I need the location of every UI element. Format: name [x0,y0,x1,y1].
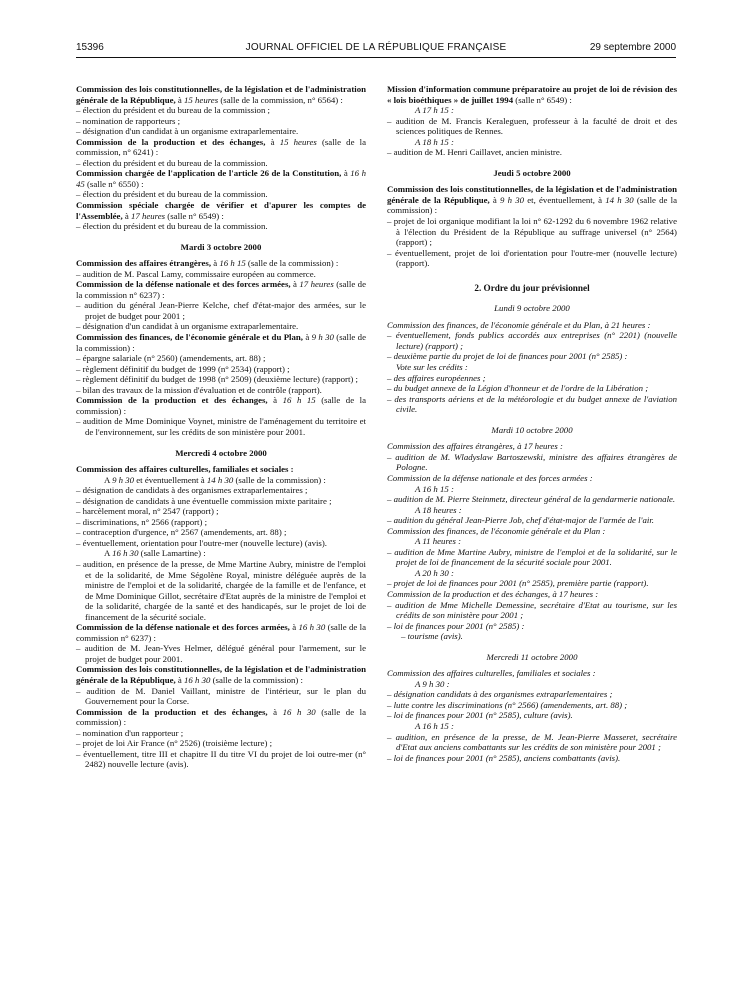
agenda-list [387,689,677,721]
entry-title: Commission des affaires culturelles, familiales et sociales : [387,668,596,679]
entry-title: Commission de la défense nationale et des forces armées, [76,279,291,290]
entry-title: Commission des finances, de l'économie générale et du Plan, [76,332,303,343]
list-item: – élection du président et du bureau de la commission. [76,158,366,169]
entry-p5 [387,589,677,642]
list-item: – des affaires européennes ; [387,373,677,384]
entry-p3 [387,473,677,526]
list-item: – audition de M. Francis Keraleguen, professeur à la faculté de droit et des sciences politiques de Rennes. [387,116,677,137]
list-item: – règlement définitif du budget de 1998 (n° 2509) (deuxième lecture) (rapport) ; [76,374,366,385]
list-item: – élection du président et du bureau de la commission. [76,189,366,200]
entry-b12: Commission de la production et des échanges, à 16 h 30 (salle de la commission) : – nomination d'un rapporteur ; – projet de loi Air France (n° 2526) (troisième lecture) ; – éventuellement, titre III et chapitre II du titre VI du projet de loi outre-mer (n° 2482) nouvelle lecture (avis). [76,707,366,770]
agenda-list [76,269,366,280]
time-line: A 9 h 30 : [415,678,450,689]
agenda-list [76,300,366,332]
agenda-list [76,559,366,622]
agenda-list [76,485,366,548]
list-item: – audition de M. Wladyslaw Bartoszewski, ministre des affaires étrangères de Pologne. [387,452,677,473]
agenda-list [387,373,677,415]
entry-title: Commission de la production et des échanges, [76,395,268,406]
list-item: – discriminations, n° 2566 (rapport) ; [76,517,366,528]
list-item: – audition de Mme Dominique Voynet, ministre de l'aménagement du territoire et de l'environnement, sur les crédits de son ministère pour 2001. [76,416,366,437]
entry-title: Commission des lois constitutionnelles, de la législation et de l'administration générale de la République, [76,664,366,685]
agenda-list [387,547,677,568]
entry-time: 15 heures [184,94,219,105]
page-header [76,42,676,56]
list-item: – audition de M. Henri Caillavet, ancien ministre. [387,147,677,158]
agenda-list [387,330,677,362]
entry-p1 [387,320,677,415]
entry-b5: Commission des affaires étrangères, à 16 h 15 (salle de la commission) : – audition de M. Pascal Lamy, commissaire européen au commerce. [76,258,366,279]
entry-b3: Commission chargée de l'application de l'article 26 de la Constitution, à 16 h 45 (salle n° 6550) : – élection du président et du bureau de la commission. [76,168,366,200]
agenda-list [76,105,366,137]
list-item: – désignation d'un candidat à un organisme extraparlementaire. [76,321,366,332]
day-heading: Mardi 10 octobre 2000 [491,424,573,435]
entry-title: Mission d'information commune préparatoire au projet de loi de révision des « lois bioéthiques » de juillet 1994 [387,84,677,105]
list-item: – audition de M. Pierre Steinmetz, directeur général de la gendarmerie nationale. [387,494,677,505]
entry-time: 16 h 30 [282,706,316,717]
agenda-list [387,515,677,526]
entry-p4 [387,526,677,589]
entry-title: Commission des finances, de l'économie générale et du Plan, à 21 heures : [387,319,651,330]
list-item: – éventuellement, titre III et chapitre II du titre VI du projet de loi outre-mer (n° 2482) nouvelle lecture (avis). [76,749,366,770]
agenda-list [387,216,677,269]
entry-title: Commission spéciale chargée de vérifier et d'apurer les comptes de l'Assemblée, [76,200,366,221]
agenda-list [76,353,366,395]
entry-time: 17 heures [299,279,334,290]
list-item: – règlement définitif du budget de 1999 (n° 2534) (rapport) ; [76,364,366,375]
entry-title: Commission des affaires culturelles, familiales et sociales : [76,464,294,475]
list-item: – audition, en présence de la presse, de M. Jean-Pierre Masseret, secrétaire d'Etat aux anciens combattants sur les crédits de son ministère pour 2001 ; [387,732,677,753]
vote-label: Vote sur les crédits : [396,362,468,373]
entry-time: 15 heures [279,136,317,147]
agenda-list [76,416,366,437]
entry-time: 16 h 15 [219,258,246,269]
entry-time: 16 h 30 [298,622,326,633]
day-heading: Mardi 3 octobre 2000 [180,241,262,252]
list-item: – élection du président et du bureau de la commission ; [76,105,366,116]
entry-title: Commission chargée de l'application de l'article 26 de la Constitution, [76,168,342,179]
agenda-list [387,452,677,473]
right-column [387,84,677,763]
list-item: – nomination d'un rapporteur ; [76,728,366,739]
entry-b7: Commission des finances, de l'économie générale et du Plan, à 9 h 30 (salle de la commission) : – épargne salariale (n° 2560) (amendements, art. 88) ; – règlement définitif du budget de 1999 (n° 2534) (rapport) ; – règlement définitif du budget de 1998 (n° 2509) (deuxième lecture) (rapport) ; – bilan des travaux de la mission d'évaluation et de contrôle (rapport). [76,332,366,395]
list-item: – audition de M. Pascal Lamy, commissaire européen au commerce. [76,269,366,280]
entry-b9 [76,464,366,622]
entry-p2 [387,441,677,473]
list-item: – deuxième partie du projet de loi de finances pour 2001 (n° 2585) : [387,351,677,362]
entry-title: Commission de la production et des échanges, [76,136,266,147]
agenda-list [76,643,366,664]
list-item: – projet de loi de finances pour 2001 (n° 2585), première partie (rapport). [387,578,677,589]
entry-b8: Commission de la production et des échanges, à 16 h 15 (salle de la commission) : – audition de Mme Dominique Voynet, ministre de l'aménagement du territoire et de l'environnement, sur les crédits de son ministère pour 2001. [76,395,366,437]
time-line: A 18 h 15 : [415,136,454,147]
entry-time: 17 heures [130,210,166,221]
list-item: – audition de Mme Michelle Demessine, secrétaire d'Etat au tourisme, sur les crédits de son ministère pour 2001 ; [387,600,677,621]
entry-b1: Commission des lois constitutionnelles, de la législation et de l'administration générale de la République, à 15 heures (salle de la commission, n° 6564) : – élection du président et du bureau de la commission ; – nomination de rapporteurs ; – désignation d'un candidat à un organisme extraparlementaire. [76,84,366,137]
list-item: – tourisme (avis). [401,631,677,642]
day-heading: Jeudi 5 octobre 2000 [493,167,571,178]
entry-b10: Commission de la défense nationale et des forces armées, à 16 h 30 (salle de la commission n° 6237) : – audition de M. Jean-Yves Helmer, délégué général pour l'armement, sur le projet de budget pour 2001. [76,622,366,664]
entry-b4: Commission spéciale chargée de vérifier et d'apurer les comptes de l'Assemblée, à 17 heures (salle n° 6549) : – élection du président et du bureau de la commission. [76,200,366,232]
list-item: – éventuellement, fonds publics accordés aux entreprises (n° 2201) (nouvelle lecture) (rapport) ; [387,330,677,351]
list-item: – des transports aériens et de la météorologie et du budget annexe de l'aviation civile. [387,394,677,415]
time-line: A 17 h 15 : [415,105,454,116]
entry-m2: Commission des lois constitutionnelles, de la législation et de l'administration générale de la République, à 9 h 30 et, éventuellement, à 14 h 30 (salle de la commission) : – projet de loi organique modifiant la loi n° 62-1292 du 6 novembre 1962 relative à l'élection du Président de la République au suffrage universel (n° 2564) (rapport) ; – éventuellement, projet de loi d'orientation pour l'outre-mer (nouvelle lecture) (rapport). [387,184,677,268]
entry-b11: Commission des lois constitutionnelles, de la législation et de l'administration générale de la République, à 16 h 30 (salle de la commission) : – audition de M. Daniel Vaillant, ministre de l'intérieur, sur le plan du Gouvernement pour la Corse. [76,664,366,706]
entry-b6: Commission de la défense nationale et des forces armées, à 17 heures (salle de la commission n° 6237) : – audition du général Jean-Pierre Kelche, chef d'état-major des armées, sur le projet de budget pour 2001 ; – désignation d'un candidat à un organisme extraparlementaire. [76,279,366,332]
entry-b2: Commission de la production et des échanges, à 15 heures (salle de la commission, n° 6241) : – élection du président et du bureau de la commission. [76,137,366,169]
entry-title: Commission de la défense nationale et des forces armées, [76,622,290,633]
entry-time: 16 h 15 [282,395,316,406]
entry-p6 [387,668,677,763]
list-item: – bilan des travaux de la mission d'évaluation et de contrôle (rapport). [76,385,366,396]
journal-title: JOURNAL OFFICIEL DE LA RÉPUBLIQUE FRANÇAISE [245,42,507,53]
list-item: – éventuellement, orientation pour l'outre-mer (nouvelle lecture) (avis). [76,538,366,549]
time-line: A 20 h 30 : [415,567,454,578]
entry-title: Commission des lois constitutionnelles, de la législation et de l'administration générale de la République, [387,184,677,205]
list-item: – audition du général Jean-Pierre Kelche, chef d'état-major des armées, sur le projet de budget pour 2001 ; [76,300,366,321]
list-item: – harcèlement moral, n° 2547 (rapport) ; [76,506,366,517]
list-item: – audition de M. Jean-Yves Helmer, délégué général pour l'armement, sur le projet de budget pour 2001. [76,643,366,664]
time-line: A 11 heures : [415,536,462,547]
list-item: – lutte contre les discriminations (n° 2566) (amendements, art. 88) ; [387,700,677,711]
entry-time: 16 h 45 [76,168,366,189]
list-item: – élection du président et du bureau de la commission. [76,221,366,232]
day-heading: Mercredi 4 octobre 2000 [175,447,267,458]
time-line: A 9 h 30 et éventuellement à 14 h 30 (salle de la commission) : [104,474,326,485]
entry-title: Commission des affaires étrangères, à 17 heures : [387,441,563,452]
list-item: – désignation de candidats à une éventuelle commission mixte paritaire ; [76,496,366,507]
agenda-list [76,221,366,232]
entry-title: Commission des lois constitutionnelles, de la législation et de l'administration générale de la République, [76,84,366,105]
day-heading: Lundi 9 octobre 2000 [494,303,570,314]
entry-m1: Mission d'information commune préparatoire au projet de loi de révision des « lois bioéthiques » de juillet 1994 (salle n° 6549) : A 17 h 15 : – audition de M. Francis Keraleguen, professeur à la faculté de droit et des sciences politiques de Rennes. A 18 h 15 : – audition de M. Henri Caillavet, ancien ministre. [387,84,677,158]
agenda-list [76,189,366,200]
list-item: – désignation d'un candidat à un organisme extraparlementaire. [76,126,366,137]
agenda-sublist [387,631,677,642]
issue-date: 29 septembre 2000 [589,42,676,53]
time-line: A 18 heures : [415,504,462,515]
entry-title: Commission de la production et des échanges, [76,706,268,717]
time-line: A 16 h 15 : [415,483,454,494]
time-line: A 16 h 15 : [415,720,454,731]
list-item: – éventuellement, projet de loi d'orientation pour l'outre-mer (nouvelle lecture) (rapport). [387,248,677,269]
list-item: – du budget annexe de la Légion d'honneur et de l'ordre de la Libération ; [387,383,677,394]
list-item: – audition de M. Daniel Vaillant, ministre de l'intérieur, sur le plan du Gouvernement pour la Corse. [76,686,366,707]
agenda-list [387,116,677,137]
page-number: 15396 [76,42,104,53]
time-line: A 16 h 30 (salle Lamartine) : [104,548,206,559]
agenda-list [387,147,677,158]
list-item: – loi de finances pour 2001 (n° 2585), culture (avis). [387,710,677,721]
entry-title: Commission de la production et des échanges, à 17 heures : [387,588,599,599]
list-item: – audition de Mme Martine Aubry, ministre de l'emploi et de la solidarité, sur le projet de loi de financement de la sécurité sociale pour 2001. [387,547,677,568]
entry-title: Commission de la défense nationale et des forces armées : [387,472,593,483]
list-item: – épargne salariale (n° 2560) (amendements, art. 88) ; [76,353,366,364]
entry-title: Commission des affaires étrangères, [76,258,212,269]
list-item: – loi de finances pour 2001 (n° 2585) : [387,621,677,632]
list-item: – projet de loi organique modifiant la loi n° 62-1292 du 6 novembre 1962 relative à l'élection du Président de la République au suffrage universel (n° 2564) (rapport) ; [387,216,677,248]
entry-time: 9 h 30 [311,332,334,343]
section-heading: 2. Ordre du jour prévisionnel [474,282,590,293]
list-item: – désignation de candidats à des organismes extraparlementaires ; [76,485,366,496]
agenda-list [76,728,366,770]
agenda-list [387,494,677,505]
list-item: – contraception d'urgence, n° 2567 (amendements, art. 88) ; [76,527,366,538]
entry-title: Commission des finances, de l'économie générale et du Plan : [387,525,606,536]
list-item: – projet de loi Air France (n° 2526) (troisième lecture) ; [76,738,366,749]
list-item: – nomination de rapporteurs ; [76,116,366,127]
list-item: – audition du général Jean-Pierre Job, chef d'état-major de l'armée de l'air. [387,515,677,526]
agenda-list [387,732,677,764]
left-column [76,84,366,770]
list-item: – loi de finances pour 2001 (n° 2585), anciens combattants (avis). [387,753,677,764]
header-rule [76,57,676,58]
entry-time: 16 h 30 [184,674,211,685]
agenda-list [387,600,677,632]
agenda-list [387,578,677,589]
agenda-list [76,158,366,169]
list-item: – désignation candidats à des organismes extraparlementaires ; [387,689,677,700]
agenda-list [76,686,366,707]
day-heading: Mercredi 11 octobre 2000 [486,651,578,662]
list-item: – audition, en présence de la presse, de Mme Martine Aubry, ministre de l'emploi et de la solidarité, de Mme Ségolène Royal, ministre déléguée auprès de la ministre de l'emploi et de la solidarité, chargée de la famille et de l'enfance, et de Mme Dominique Gillot, secrétaire d'Etat auprès de la ministre de l'emploi et de la solidarité, chargée de la santé et des handicapés, sur le projet de loi de financement de la sécurité sociale. [76,559,366,622]
